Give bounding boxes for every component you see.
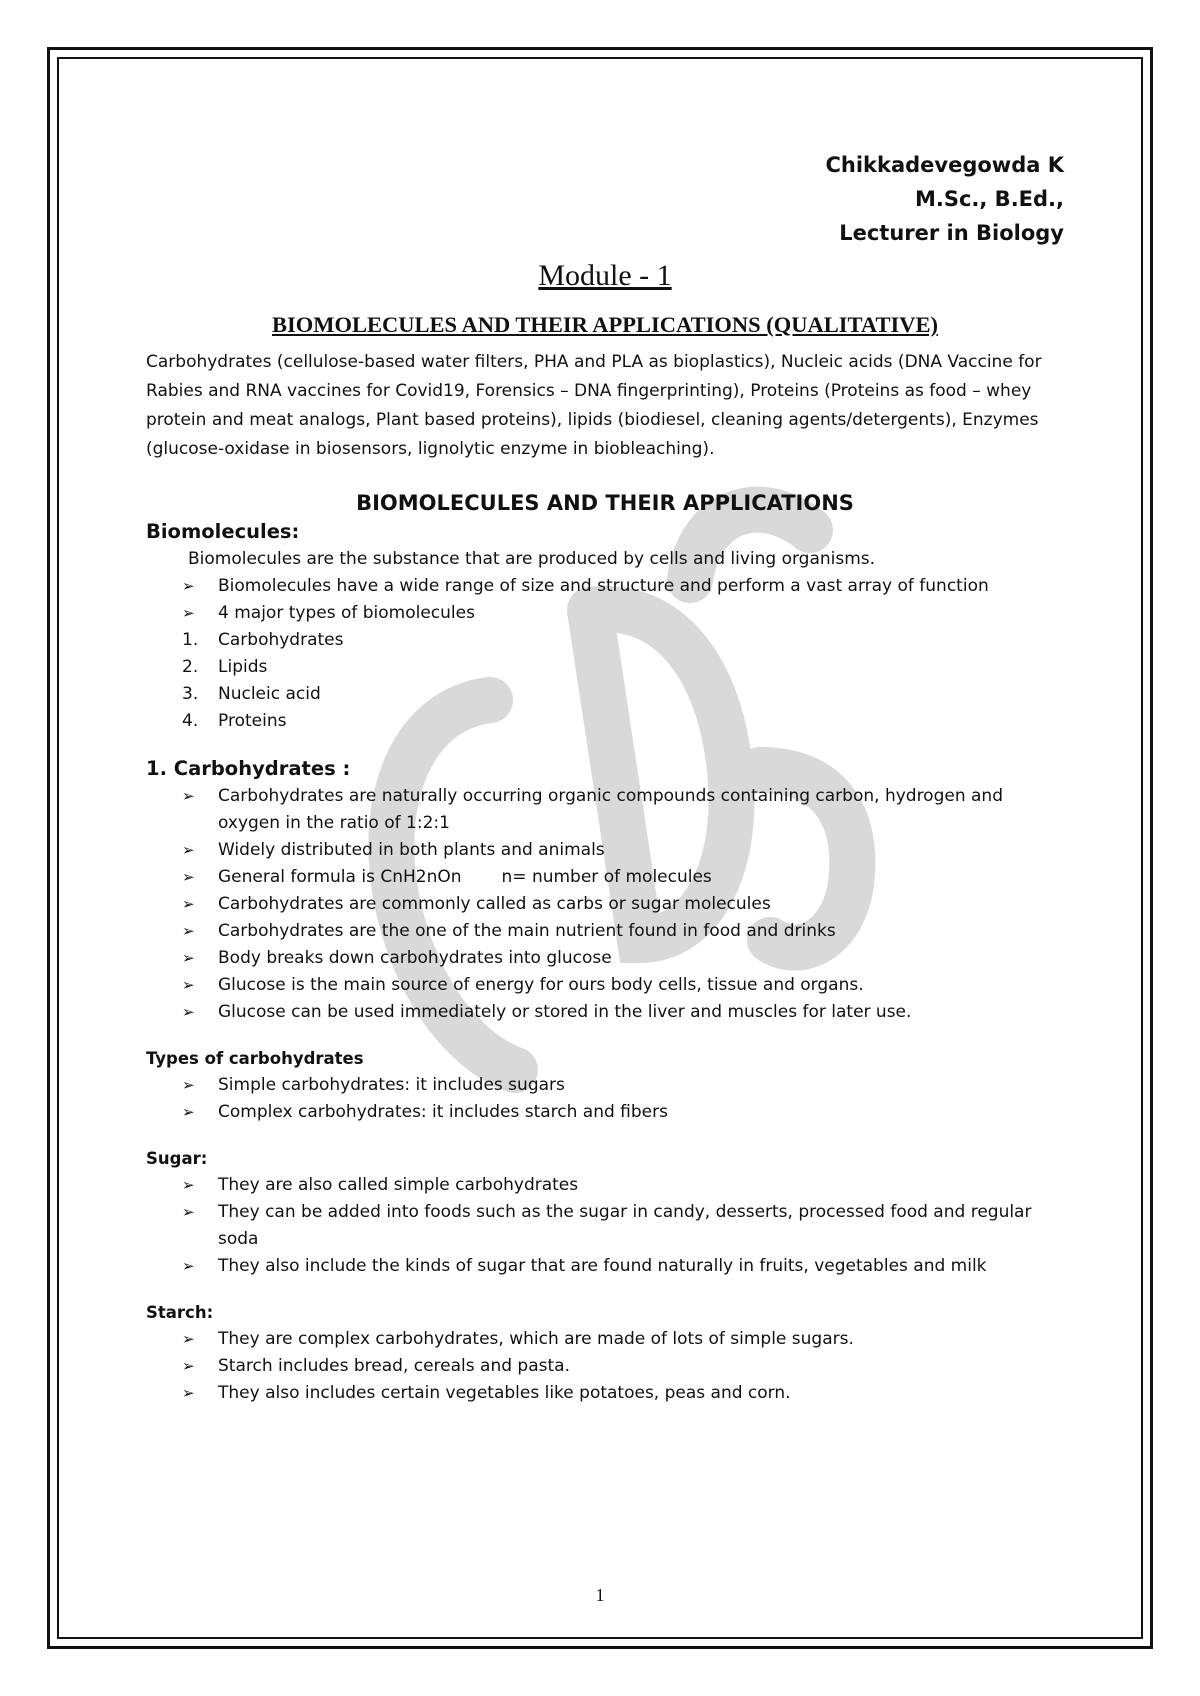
arrow-bullet-icon: ➢ [182,1257,195,1275]
biomolecules-bullets [146,573,1064,627]
arrow-bullet-icon: ➢ [182,949,195,967]
list-item [182,864,1064,891]
main-title: BIOMOLECULES AND THEIR APPLICATIONS (QUALITATIVE) [272,312,938,337]
types-of-carbs-heading: Types of carbohydrates [146,1049,364,1068]
author-name: Chikkadevegowda K [825,153,1064,177]
biomolecule-types-list [146,627,1064,735]
arrow-bullet-icon: ➢ [182,1003,195,1021]
list-item: 2. Lipids [182,657,268,677]
types-of-carbs-bullets [146,1072,1064,1126]
list-item: ➢ They are complex carbohydrates, which are made of lots of simple sugars. [182,1326,1064,1353]
list-item: ➢ Glucose is the main source of energy for ours body cells, tissue and organs. [182,972,1064,999]
list-item: 3. Nucleic acid [182,684,321,704]
list-item: ➢ They also include the kinds of sugar that are found naturally in fruits, vegetables and milk [182,1253,1064,1280]
list-item: ➢ Biomolecules have a wide range of size and structure and perform a vast array of function [182,573,1064,600]
formula-note: n= number of molecules [501,867,712,887]
arrow-bullet-icon: ➢ [182,1357,195,1375]
author-block [146,148,1064,250]
list-item: ➢ Carbohydrates are the one of the main nutrient found in food and drinks [182,918,1064,945]
sugar-heading: Sugar: [146,1149,208,1168]
biomolecules-definition: Biomolecules are the substance that are produced by cells and living organisms. [188,549,876,569]
list-item: 1. Carbohydrates [182,630,344,650]
sugar-bullets [146,1172,1064,1280]
arrow-bullet-icon: ➢ [182,1076,195,1094]
document-content [146,148,1064,1407]
list-item: ➢ They also includes certain vegetables like potatoes, peas and corn. [182,1380,1064,1407]
arrow-bullet-icon: ➢ [182,787,195,805]
page-number: 1 [595,1585,605,1605]
list-item: 4. Proteins [182,711,287,731]
arrow-bullet-icon: ➢ [182,604,195,622]
section-title: BIOMOLECULES AND THEIR APPLICATIONS [356,491,854,515]
arrow-bullet-icon: ➢ [182,868,195,886]
arrow-bullet-icon: ➢ [182,1176,195,1194]
list-item: ➢ Carbohydrates are naturally occurring organic compounds containing carbon, hydrogen and oxygen in the ratio of 1:2:1 [182,783,1064,837]
carbohydrates-heading: 1. Carbohydrates : [146,757,351,780]
arrow-bullet-icon: ➢ [182,895,195,913]
arrow-bullet-icon: ➢ [182,976,195,994]
list-item: ➢ Widely distributed in both plants and animals [182,837,1064,864]
arrow-bullet-icon: ➢ [182,841,195,859]
list-item: ➢ 4 major types of biomolecules [182,600,1064,627]
arrow-bullet-icon: ➢ [182,1330,195,1348]
list-item: ➢ They are also called simple carbohydrates [182,1172,1064,1199]
arrow-bullet-icon: ➢ [182,922,195,940]
arrow-bullet-icon: ➢ [182,577,195,595]
formula-text: General formula is CnH2nOn [218,867,462,887]
author-role: Lecturer in Biology [839,221,1064,245]
biomolecules-heading: Biomolecules: [146,520,300,543]
list-item: ➢ Complex carbohydrates: it includes starch and fibers [182,1099,1064,1126]
module-title: Module - 1 [538,259,672,292]
starch-heading: Starch: [146,1303,214,1322]
arrow-bullet-icon: ➢ [182,1384,195,1402]
list-item: ➢ Glucose can be used immediately or stored in the liver and muscles for later use. [182,999,1064,1026]
syllabus-intro: Carbohydrates (cellulose-based water filters, PHA and PLA as bioplastics), Nucleic acids (DNA Vaccine for Rabies and RNA vaccines for Covid19, Forensics – DNA fingerprinting), Proteins (Proteins as food – whey protein and meat analogs, Plant based proteins), lipids (biodiesel, cleaning agents/detergents), Enzymes (glucose-oxidase in biosensors, lignolytic enzyme in biobleaching). [146,352,1042,459]
starch-bullets [146,1326,1064,1407]
list-item: ➢ Body breaks down carbohydrates into glucose [182,945,1064,972]
carbohydrates-bullets [146,783,1064,1026]
list-item: ➢ Simple carbohydrates: it includes sugars [182,1072,1064,1099]
list-item: ➢ They can be added into foods such as the sugar in candy, desserts, processed food and regular soda [182,1199,1064,1253]
arrow-bullet-icon: ➢ [182,1203,195,1221]
list-item: ➢ Carbohydrates are commonly called as carbs or sugar molecules [182,891,1064,918]
author-degree: M.Sc., B.Ed., [914,187,1064,211]
list-item: ➢ Starch includes bread, cereals and pasta. [182,1353,1064,1380]
arrow-bullet-icon: ➢ [182,1103,195,1121]
